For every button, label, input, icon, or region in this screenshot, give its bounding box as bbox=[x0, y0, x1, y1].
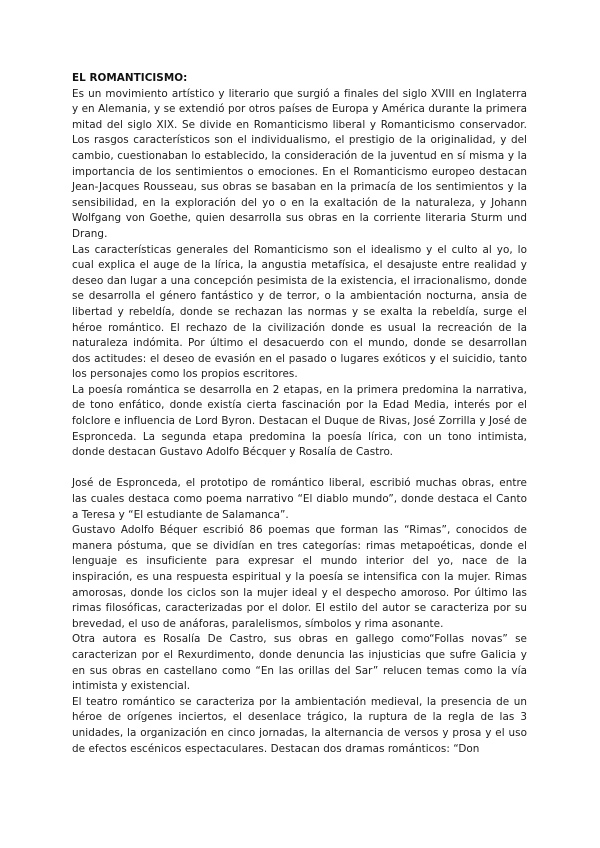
paragraph-characteristics: Las características generales del Romanticismo son el idealismo y el culto al yo, lo cual explica el auge de la lírica, la angustia metafísica, el desajuste entre realidad y deseo dan lugar a una concepción pesimista de la existencia, el irracionalismo, donde se desarrolla el género fantástico y de terror, o la ambientación nocturna, ansia de libertad y rebeldía, donde se rechazan las normas y se exalta la rebeldía, surge el héroe romántico. El rechazo de la civilización donde es usual la recreación de la naturaleza indómita. Por último el desacuerdo con el mundo, donde se desarrollan dos actitudes: el deseo de evasión en el pasado o lugares exóticos y el suicidio, tanto los personajes como los propios escritores. bbox=[72, 243, 527, 381]
paragraph-rosalia-de-castro: Otra autora es Rosalía De Castro, sus obras en gallego como“Follas novas” se caracterizan por el Rexurdimento, donde denuncia las injusticias que sufre Galicia y en sus obras en castellano como “En las orillas del Sar” relucen temas como la vía intimista y existencial. bbox=[72, 633, 527, 693]
paragraph-espronceda: José de Espronceda, el prototipo de romántico liberal, escribió muchas obras, entre las cuales destaca como poema narrativo “El diablo mundo”, donde destaca el Canto a Teresa y “El estudiante de Salamanca”. bbox=[72, 477, 527, 521]
section-title: EL ROMANTICISMO: bbox=[72, 72, 188, 84]
paragraph-romantic-theatre: El teatro romántico se caracteriza por la ambientación medieval, la presencia de un héroe de orígenes inciertos, el desenlace trágico, la ruptura de la regla de las 3 unidades, la organización en cinco jornadas, la alternancia de versos y prosa y el uso de efectos escénicos espectaculares. Destacan dos dramas románticos: “Don bbox=[72, 695, 527, 755]
paragraph-introduction: Es un movimiento artístico y literario que surgió a finales del siglo XVIII en Inglaterra y en Alemania, y se extendió por otros países de Europa y América durante la primera mitad del siglo XIX. Se divide en Romanticismo liberal y Romanticismo conservador. Los rasgos característicos son el individualismo, el prestigio de la originalidad, y del cambio, cuestionaban lo establecido, la consideración de la juventud en sí misma y la importancia de los sentimientos o emociones. En el Romanticismo europeo destacan Jean-Jacques Rousseau, sus obras se basaban en la primacía de los sentimientos y la sensibilidad, en la exploración del yo o en la exaltación de la naturaleza, y Johann Wolfgang von Goethe, quien desarrolla sus obras en la corriente literaria Sturm und Drang. bbox=[72, 87, 527, 240]
paragraph-becquer: Gustavo Adolfo Béquer escribió 86 poemas que forman las “Rimas”, conocidos de manera póstuma, que se dividían en tres categorías: rimas metapoéticas, donde el lenguaje es insuficiente para expresar el mundo interior del yo, nace de la inspiración, es una respuesta espiritual y la poesía se intensifica con la mujer. Rimas amorosas, donde los ciclos son la mujer ideal y el despecho amoroso. Por último las rimas filosóficas, caracterizadas por el dolor. El estilo del autor se caracteriza por su brevedad, el uso de anáforas, paralelismos, símbolos y rima asonante. bbox=[72, 524, 527, 630]
document-body bbox=[72, 71, 527, 757]
paragraph-romantic-poetry: La poesía romántica se desarrolla en 2 etapas, en la primera predomina la narrativa, de tono enfático, donde existía cierta fascinación por la Edad Media, interés por el folclore e influencia de Lord Byron. Destacan el Duque de Rivas, José Zorrilla y José de Espronceda. La segunda etapa predomina la poesía lírica, con un tono intimista, donde destacan Gustavo Adolfo Bécquer y Rosalía de Castro. bbox=[72, 383, 527, 459]
paragraph-gap bbox=[72, 461, 527, 477]
